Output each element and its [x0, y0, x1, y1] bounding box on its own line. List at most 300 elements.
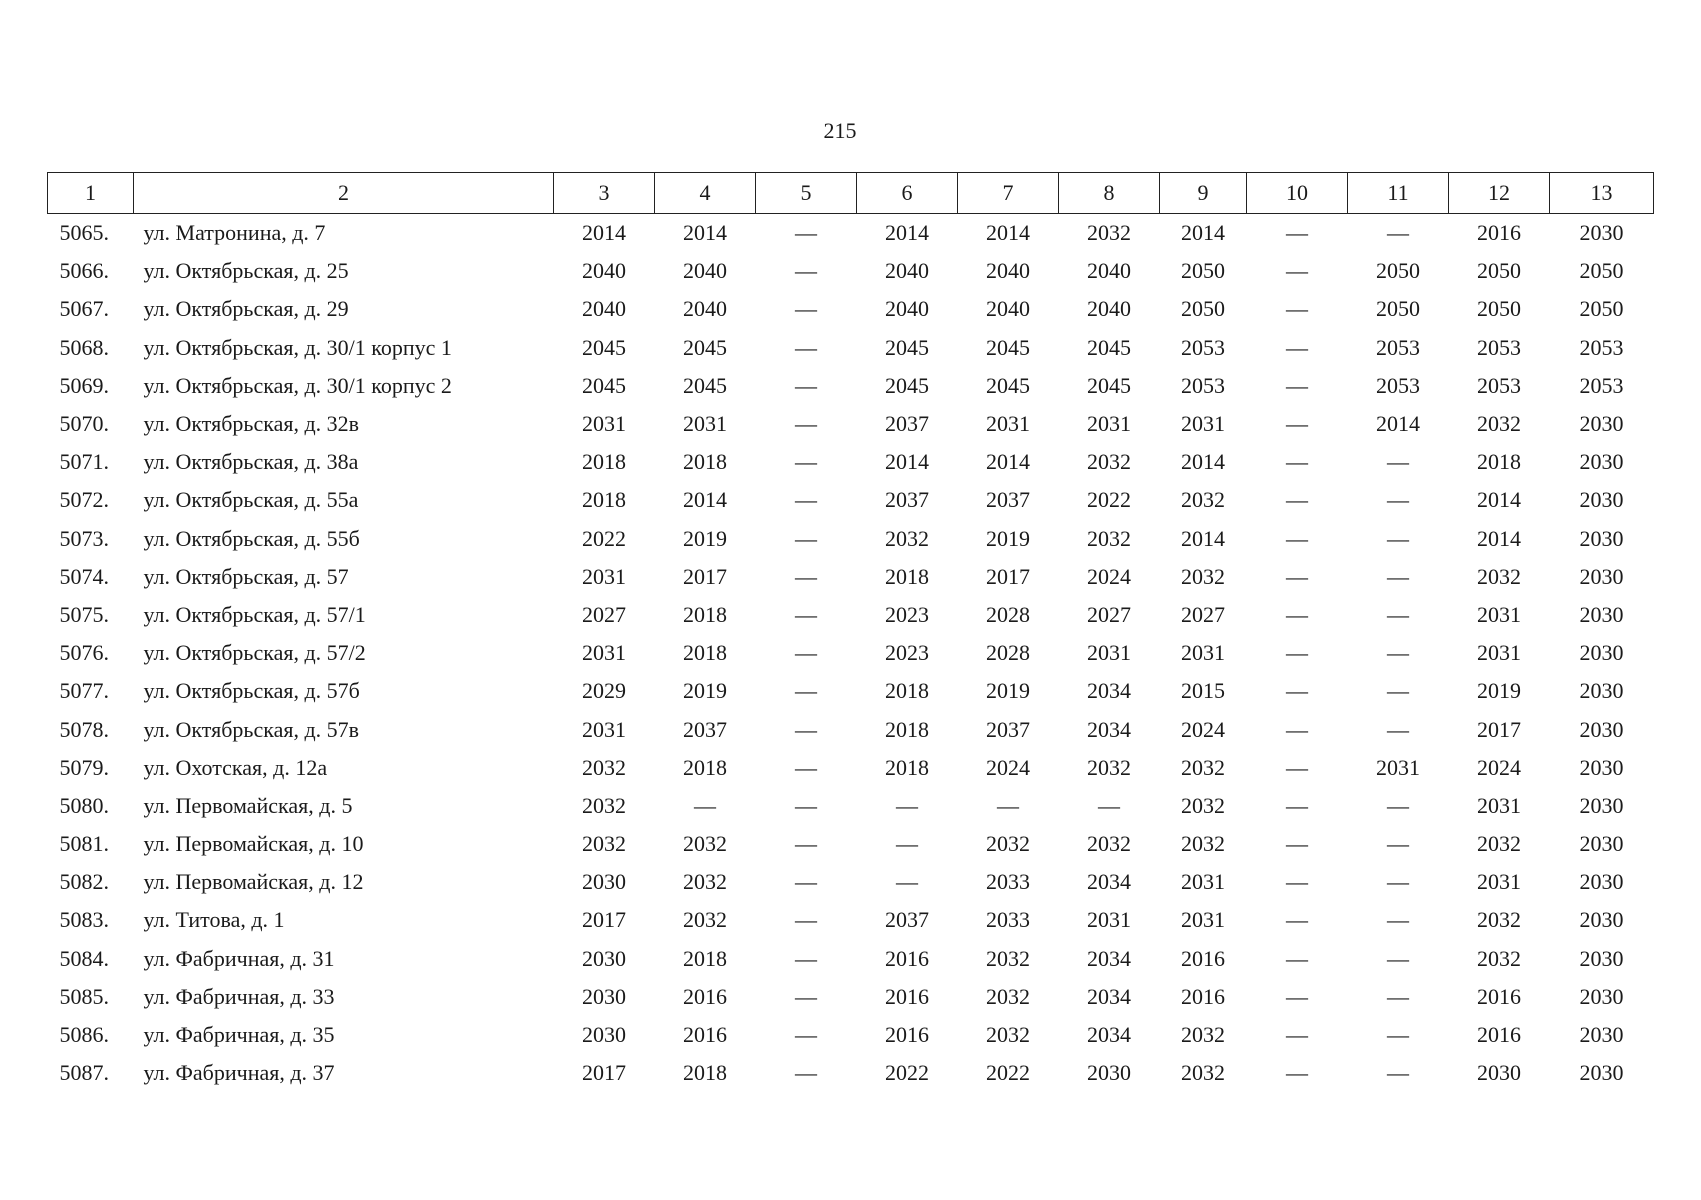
row-number: 5073. — [59, 525, 109, 551]
year-cell: 2030 — [1579, 220, 1624, 246]
year-cell: — — [1286, 945, 1308, 971]
year-cell: 2037 — [986, 487, 1030, 513]
year-cell: — — [1387, 983, 1409, 1009]
year-cell: — — [1286, 983, 1308, 1009]
year-cell: 2032 — [986, 1022, 1030, 1048]
year-cell: 2037 — [986, 716, 1030, 742]
year-cell: 2037 — [885, 487, 929, 513]
year-cell: 2032 — [1181, 1060, 1225, 1086]
year-cell: 2032 — [1087, 754, 1131, 780]
row-number: 5079. — [59, 754, 109, 780]
year-cell: 2050 — [1181, 258, 1225, 284]
table-row — [48, 1016, 1654, 1054]
column-header: 2 — [134, 173, 554, 214]
year-cell: 2050 — [1376, 296, 1420, 322]
year-cell: 2016 — [885, 983, 929, 1009]
address-cell: ул. Октябрьская, д. 55б — [143, 525, 360, 551]
year-cell: 2027 — [1181, 601, 1225, 627]
year-cell: 2022 — [1087, 487, 1131, 513]
year-cell: 2050 — [1477, 296, 1521, 322]
year-cell: — — [1387, 563, 1409, 589]
year-cell: 2024 — [1087, 563, 1131, 589]
year-cell: 2016 — [683, 1022, 727, 1048]
year-cell: — — [1387, 869, 1409, 895]
year-cell: 2016 — [683, 983, 727, 1009]
year-cell: 2028 — [986, 640, 1030, 666]
column-header: 12 — [1449, 173, 1550, 214]
year-cell: 2018 — [683, 449, 727, 475]
year-cell: 2031 — [1087, 640, 1131, 666]
year-cell: — — [1387, 449, 1409, 475]
year-cell: 2037 — [885, 411, 929, 437]
year-cell: — — [795, 945, 817, 971]
year-cell: 2053 — [1579, 334, 1624, 360]
address-cell: ул. Октябрьская, д. 57б — [143, 678, 360, 704]
year-cell: 2030 — [1579, 640, 1624, 666]
year-cell: 2030 — [1579, 754, 1624, 780]
year-cell: — — [896, 869, 918, 895]
year-cell: 2019 — [683, 525, 727, 551]
year-cell: 2040 — [582, 296, 626, 322]
year-cell: — — [795, 372, 817, 398]
address-cell: ул. Октябрьская, д. 38а — [143, 449, 359, 475]
row-number: 5077. — [59, 678, 109, 704]
year-cell: 2045 — [1087, 372, 1131, 398]
year-cell: — — [795, 640, 817, 666]
year-cell: 2032 — [1477, 411, 1521, 437]
year-cell: 2030 — [1579, 831, 1624, 857]
year-cell: 2031 — [1477, 792, 1521, 818]
year-cell: 2030 — [1579, 792, 1624, 818]
year-cell: — — [795, 601, 817, 627]
year-cell: 2019 — [986, 678, 1030, 704]
address-cell: ул. Октябрьская, д. 32в — [143, 411, 360, 437]
year-cell: 2045 — [1087, 334, 1131, 360]
year-cell: 2030 — [1087, 1060, 1131, 1086]
year-cell: 2014 — [1181, 220, 1225, 246]
year-cell: 2034 — [1087, 945, 1131, 971]
year-cell: 2018 — [683, 1060, 727, 1086]
year-cell: 2027 — [1087, 601, 1131, 627]
year-cell: 2031 — [1477, 601, 1521, 627]
year-cell: 2030 — [1579, 678, 1624, 704]
year-cell: 2017 — [986, 563, 1030, 589]
column-header: 10 — [1247, 173, 1348, 214]
column-header: 7 — [958, 173, 1059, 214]
year-cell: 2016 — [1477, 1022, 1521, 1048]
year-cell: 2014 — [885, 449, 929, 475]
row-number: 5081. — [59, 831, 109, 857]
year-cell: — — [795, 220, 817, 246]
year-cell: — — [1387, 945, 1409, 971]
year-cell: 2018 — [885, 754, 929, 780]
table-row — [48, 558, 1654, 596]
year-cell: — — [1286, 258, 1308, 284]
year-cell: 2029 — [582, 678, 626, 704]
year-cell: 2028 — [986, 601, 1030, 627]
year-cell: — — [1387, 640, 1409, 666]
address-cell: ул. Первомайская, д. 5 — [143, 792, 353, 818]
table-row — [48, 1054, 1654, 1092]
address-cell: ул. Октябрьская, д. 57/1 — [143, 601, 366, 627]
year-cell: 2018 — [885, 716, 929, 742]
row-number: 5072. — [59, 487, 109, 513]
year-cell: 2032 — [683, 869, 727, 895]
year-cell: 2030 — [582, 1022, 626, 1048]
year-cell: 2050 — [1579, 258, 1624, 284]
year-cell: — — [1286, 563, 1308, 589]
year-cell: 2031 — [1181, 869, 1225, 895]
year-cell: — — [795, 334, 817, 360]
year-cell: 2027 — [582, 601, 626, 627]
year-cell: 2017 — [1477, 716, 1521, 742]
row-number: 5065. — [59, 220, 109, 246]
year-cell: 2018 — [683, 601, 727, 627]
column-header: 3 — [554, 173, 655, 214]
year-cell: — — [1387, 716, 1409, 742]
table-header — [48, 173, 1654, 214]
year-cell: 2053 — [1376, 372, 1420, 398]
year-cell: 2032 — [1181, 487, 1225, 513]
year-cell: — — [997, 792, 1019, 818]
year-cell: 2033 — [986, 869, 1030, 895]
year-cell: 2050 — [1477, 258, 1521, 284]
year-cell: 2014 — [582, 220, 626, 246]
row-number: 5067. — [59, 296, 109, 322]
year-cell: 2016 — [1181, 945, 1225, 971]
column-header: 13 — [1550, 173, 1654, 214]
year-cell: 2030 — [1579, 869, 1624, 895]
year-cell: 2030 — [1579, 487, 1624, 513]
year-cell: 2022 — [986, 1060, 1030, 1086]
year-cell: 2045 — [986, 334, 1030, 360]
table-row — [48, 481, 1654, 519]
table-row — [48, 901, 1654, 939]
table-row — [48, 863, 1654, 901]
year-cell: 2014 — [1376, 411, 1420, 437]
year-cell: 2031 — [1087, 411, 1131, 437]
year-cell: 2040 — [1087, 258, 1131, 284]
year-cell: 2030 — [1579, 525, 1624, 551]
year-cell: 2018 — [885, 678, 929, 704]
year-cell: — — [1286, 372, 1308, 398]
year-cell: — — [1286, 334, 1308, 360]
year-cell: — — [1286, 411, 1308, 437]
year-cell: 2034 — [1087, 678, 1131, 704]
year-cell: 2032 — [582, 792, 626, 818]
year-cell: 2022 — [582, 525, 626, 551]
year-cell: 2034 — [1087, 983, 1131, 1009]
year-cell: — — [795, 525, 817, 551]
table-row — [48, 634, 1654, 672]
year-cell: — — [1286, 525, 1308, 551]
year-cell: 2022 — [885, 1060, 929, 1086]
year-cell: 2031 — [683, 411, 727, 437]
address-cell: ул. Фабричная, д. 33 — [143, 983, 335, 1009]
year-cell: 2030 — [1579, 411, 1624, 437]
year-cell: — — [795, 983, 817, 1009]
row-number: 5074. — [59, 563, 109, 589]
year-cell: 2015 — [1181, 678, 1225, 704]
year-cell: — — [1286, 601, 1308, 627]
year-cell: 2019 — [683, 678, 727, 704]
row-number: 5083. — [59, 907, 109, 933]
column-header: 5 — [756, 173, 857, 214]
address-cell: ул. Октябрьская, д. 57/2 — [143, 640, 366, 666]
year-cell: 2018 — [582, 449, 626, 475]
address-cell: ул. Октябрьская, д. 57 — [143, 563, 349, 589]
table-row — [48, 749, 1654, 787]
year-cell: 2050 — [1376, 258, 1420, 284]
table-row — [48, 978, 1654, 1016]
year-cell: 2018 — [683, 754, 727, 780]
row-number: 5087. — [59, 1060, 109, 1086]
table-row — [48, 672, 1654, 710]
year-cell: 2032 — [1181, 563, 1225, 589]
table-row — [48, 520, 1654, 558]
year-cell: 2034 — [1087, 869, 1131, 895]
year-cell: 2031 — [582, 716, 626, 742]
year-cell: 2016 — [1477, 220, 1521, 246]
year-cell: — — [1286, 869, 1308, 895]
year-cell: — — [1387, 792, 1409, 818]
address-cell: ул. Октябрьская, д. 30/1 корпус 2 — [143, 372, 452, 398]
year-cell: 2032 — [986, 983, 1030, 1009]
table-row — [48, 443, 1654, 481]
address-cell: ул. Фабричная, д. 31 — [143, 945, 335, 971]
year-cell: 2032 — [1477, 831, 1521, 857]
address-cell: ул. Фабричная, д. 35 — [143, 1022, 335, 1048]
year-cell: — — [1286, 296, 1308, 322]
year-cell: 2045 — [885, 334, 929, 360]
column-header: 8 — [1059, 173, 1160, 214]
row-number: 5078. — [59, 716, 109, 742]
year-cell: 2031 — [1181, 907, 1225, 933]
table-row — [48, 252, 1654, 290]
year-cell: 2032 — [1181, 754, 1225, 780]
year-cell: — — [1387, 907, 1409, 933]
table-row — [48, 596, 1654, 634]
header-row — [48, 173, 1654, 214]
year-cell: 2032 — [1477, 907, 1521, 933]
year-cell: 2017 — [683, 563, 727, 589]
year-cell: 2032 — [1087, 831, 1131, 857]
year-cell: 2030 — [582, 983, 626, 1009]
year-cell: 2040 — [1087, 296, 1131, 322]
year-cell: 2023 — [885, 640, 929, 666]
year-cell: — — [1286, 1022, 1308, 1048]
year-cell: — — [795, 1060, 817, 1086]
year-cell: 2014 — [986, 220, 1030, 246]
year-cell: — — [1387, 220, 1409, 246]
year-cell: 2032 — [1087, 525, 1131, 551]
year-cell: — — [694, 792, 716, 818]
year-cell: — — [1387, 1022, 1409, 1048]
year-cell: — — [1387, 831, 1409, 857]
year-cell: — — [795, 411, 817, 437]
year-cell: 2014 — [1477, 487, 1521, 513]
year-cell: 2031 — [582, 563, 626, 589]
year-cell: — — [795, 449, 817, 475]
year-cell: 2053 — [1181, 334, 1225, 360]
row-number: 5069. — [59, 372, 109, 398]
row-number: 5071. — [59, 449, 109, 475]
table-row — [48, 825, 1654, 863]
year-cell: 2016 — [1477, 983, 1521, 1009]
year-cell: — — [1286, 678, 1308, 704]
year-cell: 2018 — [683, 945, 727, 971]
year-cell: — — [1286, 907, 1308, 933]
year-cell: 2040 — [986, 258, 1030, 284]
year-cell: — — [1286, 831, 1308, 857]
row-number: 5076. — [59, 640, 109, 666]
address-cell: ул. Фабричная, д. 37 — [143, 1060, 335, 1086]
table-row — [48, 367, 1654, 405]
table-row — [48, 710, 1654, 748]
year-cell: 2019 — [1477, 678, 1521, 704]
year-cell: 2030 — [1579, 716, 1624, 742]
year-cell: 2040 — [683, 258, 727, 284]
year-cell: 2034 — [1087, 716, 1131, 742]
table-row — [48, 329, 1654, 367]
address-cell: ул. Октябрьская, д. 57в — [143, 716, 360, 742]
year-cell: 2016 — [885, 945, 929, 971]
year-cell: 2016 — [885, 1022, 929, 1048]
year-cell: 2032 — [1087, 449, 1131, 475]
row-number: 5084. — [59, 945, 109, 971]
year-cell: 2030 — [1579, 449, 1624, 475]
year-cell: 2024 — [1477, 754, 1521, 780]
year-cell: 2037 — [683, 716, 727, 742]
year-cell: 2014 — [1181, 525, 1225, 551]
year-cell: 2014 — [683, 487, 727, 513]
year-cell: 2032 — [582, 754, 626, 780]
table-row — [48, 787, 1654, 825]
column-header: 11 — [1348, 173, 1449, 214]
year-cell: 2045 — [683, 334, 727, 360]
year-cell: — — [1387, 487, 1409, 513]
year-cell: 2032 — [683, 831, 727, 857]
table-row — [48, 405, 1654, 443]
year-cell: — — [795, 258, 817, 284]
year-cell: — — [795, 754, 817, 780]
year-cell: 2030 — [1579, 563, 1624, 589]
year-cell: 2017 — [582, 1060, 626, 1086]
year-cell: 2034 — [1087, 1022, 1131, 1048]
year-cell: — — [795, 563, 817, 589]
address-cell: ул. Матронина, д. 7 — [143, 220, 326, 246]
year-cell: 2014 — [885, 220, 929, 246]
year-cell: — — [896, 792, 918, 818]
year-cell: 2045 — [582, 372, 626, 398]
address-cell: ул. Октябрьская, д. 25 — [143, 258, 349, 284]
year-cell: — — [1387, 678, 1409, 704]
year-cell: 2014 — [986, 449, 1030, 475]
year-cell: 2053 — [1477, 372, 1521, 398]
year-cell: — — [1387, 1060, 1409, 1086]
year-cell: — — [795, 678, 817, 704]
year-cell: 2030 — [1579, 983, 1624, 1009]
row-number: 5066. — [59, 258, 109, 284]
column-header: 9 — [1160, 173, 1247, 214]
year-cell: 2033 — [986, 907, 1030, 933]
year-cell: — — [1098, 792, 1120, 818]
year-cell: 2040 — [885, 296, 929, 322]
address-cell: ул. Титова, д. 1 — [143, 907, 285, 933]
year-cell: — — [795, 907, 817, 933]
year-cell: 2018 — [885, 563, 929, 589]
year-cell: 2031 — [582, 640, 626, 666]
year-cell: 2032 — [582, 831, 626, 857]
year-cell: 2023 — [885, 601, 929, 627]
column-header: 4 — [655, 173, 756, 214]
year-cell: — — [795, 296, 817, 322]
table-row — [48, 940, 1654, 978]
year-cell: — — [795, 869, 817, 895]
year-cell: 2031 — [1181, 640, 1225, 666]
year-cell: 2040 — [885, 258, 929, 284]
year-cell: 2031 — [1477, 869, 1521, 895]
year-cell: 2053 — [1579, 372, 1624, 398]
year-cell: — — [795, 831, 817, 857]
table-row — [48, 214, 1654, 253]
year-cell: 2032 — [1181, 831, 1225, 857]
year-cell: 2031 — [1087, 907, 1131, 933]
year-cell: 2032 — [1181, 792, 1225, 818]
year-cell: 2053 — [1477, 334, 1521, 360]
year-cell: 2053 — [1181, 372, 1225, 398]
year-cell: — — [1286, 792, 1308, 818]
year-cell: 2030 — [1477, 1060, 1521, 1086]
row-number: 5080. — [59, 792, 109, 818]
year-cell: — — [795, 487, 817, 513]
year-cell: 2032 — [1181, 1022, 1225, 1048]
year-cell: 2031 — [582, 411, 626, 437]
year-cell: 2014 — [1181, 449, 1225, 475]
year-cell: 2024 — [1181, 716, 1225, 742]
year-cell: 2030 — [1579, 907, 1624, 933]
year-cell: 2053 — [1376, 334, 1420, 360]
row-number: 5086. — [59, 1022, 109, 1048]
year-cell: 2019 — [986, 525, 1030, 551]
year-cell: 2030 — [582, 869, 626, 895]
year-cell: — — [1286, 220, 1308, 246]
table-row — [48, 290, 1654, 328]
year-cell: 2030 — [1579, 1022, 1624, 1048]
year-cell: 2050 — [1181, 296, 1225, 322]
year-cell: 2030 — [582, 945, 626, 971]
year-cell: 2016 — [1181, 983, 1225, 1009]
year-cell: 2040 — [582, 258, 626, 284]
row-number: 5068. — [59, 334, 109, 360]
address-cell: ул. Октябрьская, д. 55а — [143, 487, 359, 513]
year-cell: — — [1387, 525, 1409, 551]
year-cell: — — [795, 716, 817, 742]
column-header: 6 — [857, 173, 958, 214]
table-body — [48, 214, 1654, 1093]
row-number: 5085. — [59, 983, 109, 1009]
year-cell: 2017 — [582, 907, 626, 933]
year-cell: 2014 — [1477, 525, 1521, 551]
year-cell: 2018 — [683, 640, 727, 666]
year-cell: 2045 — [986, 372, 1030, 398]
year-cell: 2031 — [1477, 640, 1521, 666]
year-cell: — — [1286, 449, 1308, 475]
year-cell: 2037 — [885, 907, 929, 933]
year-cell: — — [1286, 640, 1308, 666]
year-cell: 2032 — [1477, 563, 1521, 589]
year-cell: — — [1286, 487, 1308, 513]
